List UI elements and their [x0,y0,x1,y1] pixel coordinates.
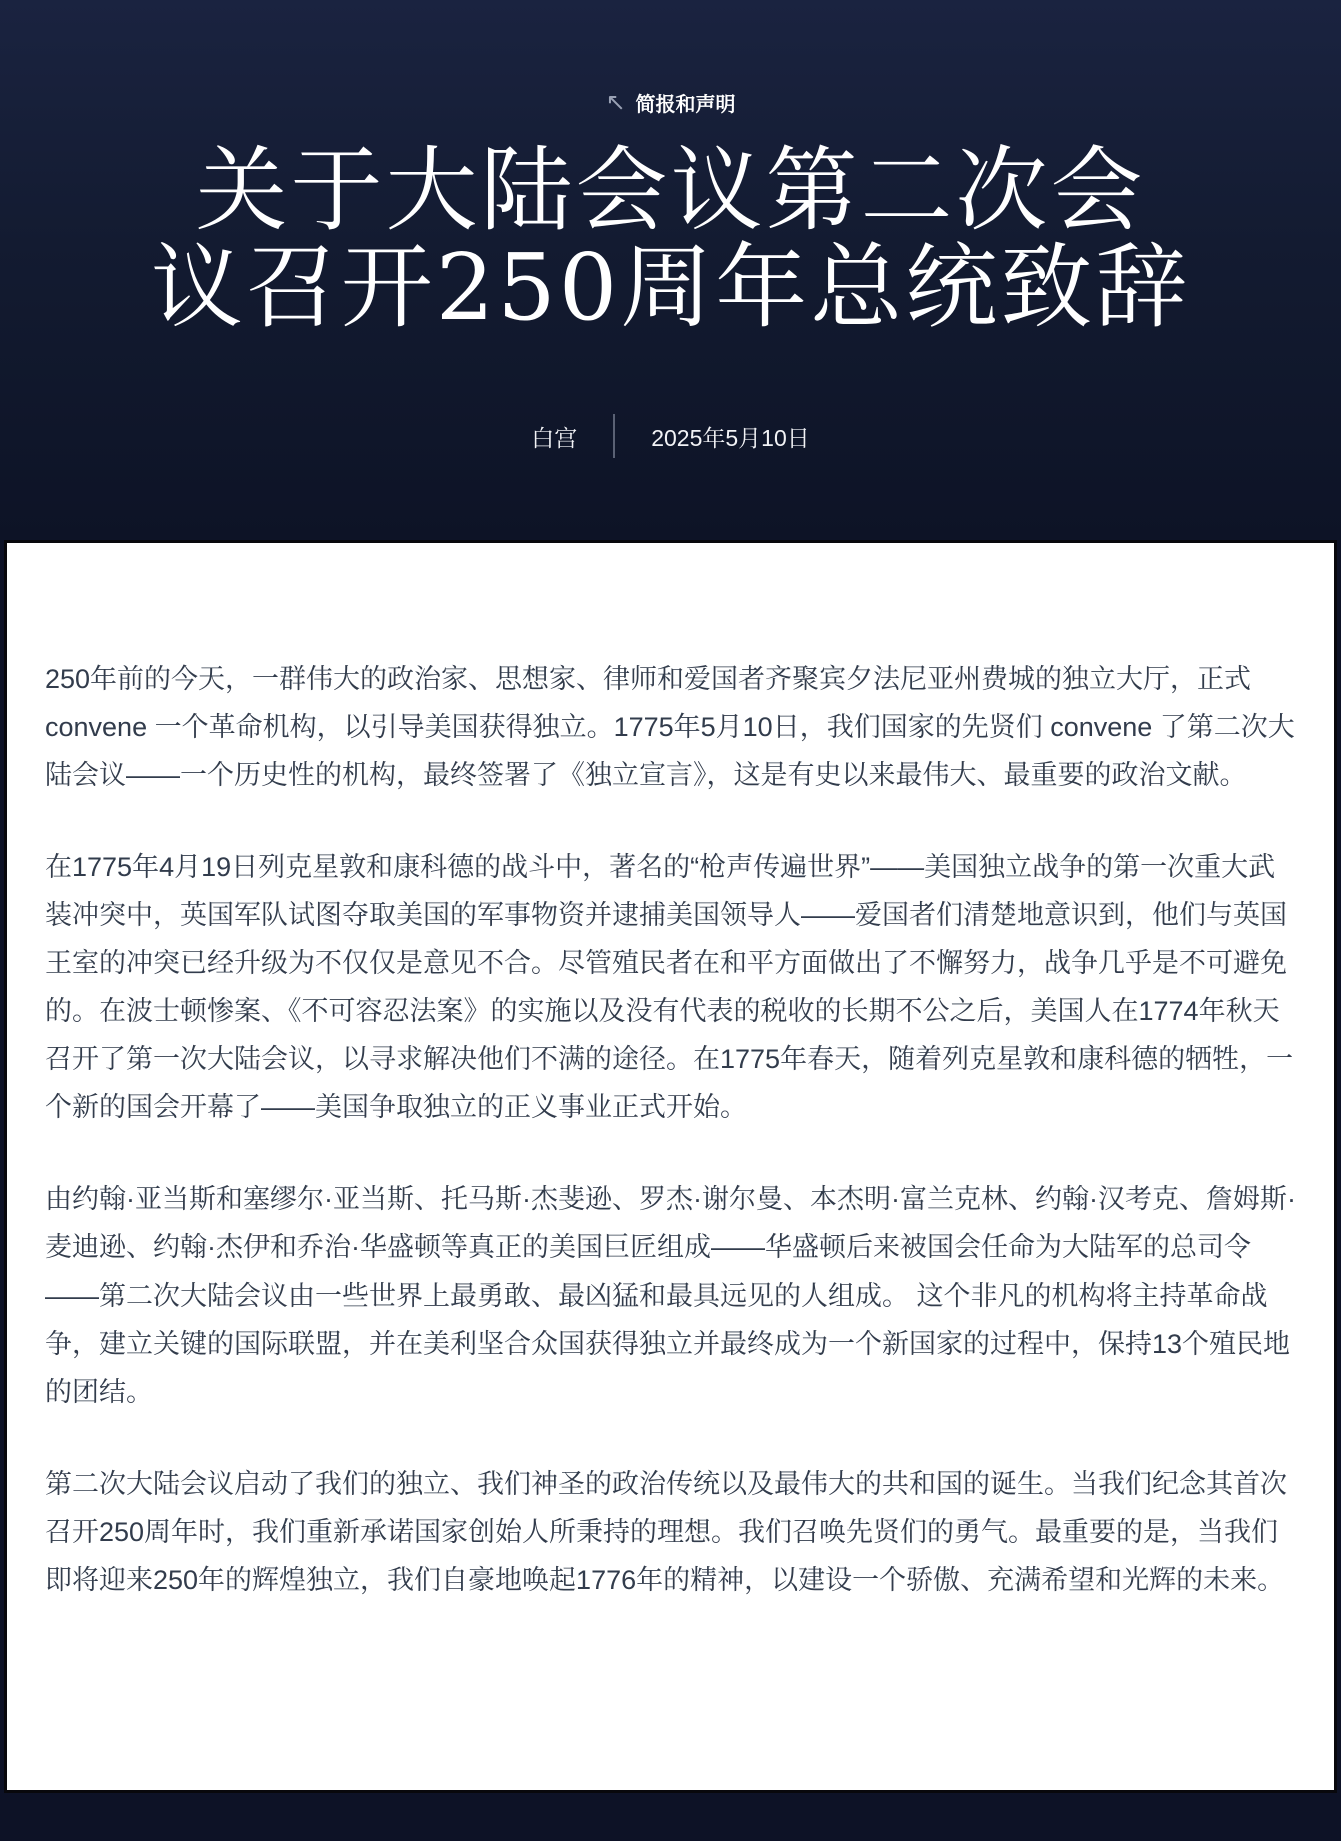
page-title-line-2: 议召开250周年总统致辞 [150,233,1191,341]
byline-divider [613,414,615,458]
category-link[interactable] [605,88,735,117]
paragraph-2: 在1775年4月19日列克星敦和康科德的战斗中，著名的“枪声传遍世界”——美国独立战争的第一次重大武装冲突中，英国军队试图夺取美国的军事物资并逮捕美国领导人——爱国者们清楚地意识到，他们与英国王室的冲突已经升级为不仅仅是意见不合。尽管殖民者在和平方面做出了不懈努力，战争几乎是不可避免的。在波士顿惨案、《不可容忍法案》的实施以及没有代表的税收的长期不公之后，美国人在1774年秋天召开了第一次大陆会议，以寻求解决他们不满的途径。在1775年春天，随着列克星敦和康科德的牺牲，一个新的国会开幕了——美国争取独立的正义事业正式开始。 [45,852,1294,1123]
paragraph-1: 250年前的今天，一群伟大的政治家、思想家、律师和爱国者齐聚宾夕法尼亚州费城的独立大厅，正式 convene 一个革命机构，以引导美国获得独立。1775年5月10日，我们国家的先贤们 convene 了第二次大陆会议——一个历史性的机构，最终签署了《独立宣言》，这是有史以来最伟大、最重要的政治文献。 [45,664,1295,791]
byline-source: 白宫 [531,424,578,451]
article-header [0,0,1341,540]
article-body [4,540,1337,1793]
arrow-up-left-icon: ↖ [605,88,626,116]
page-title [0,137,1341,341]
page-title-line-1: 关于大陆会议第二次会 [195,137,1146,244]
paragraph-4: 第二次大陆会议启动了我们的独立、我们神圣的政治传统以及最伟大的共和国的诞生。当我们纪念其首次召开250周年时，我们重新承诺国家创始人所秉持的理想。我们召唤先贤们的勇气。最重要的是，当我们即将迎来250年的辉煌独立，我们自豪地唤起1776年的精神，以建设一个骄傲、充满希望和光辉的未来。 [45,1468,1287,1595]
category-label: 简报和声明 [635,94,736,116]
byline [0,414,1341,458]
byline-date: 2025年5月10日 [651,424,810,451]
paragraph-3: 由约翰·亚当斯和塞缪尔·亚当斯、托马斯·杰斐逊、罗杰·谢尔曼、本杰明·富兰克林、约翰·汉考克、詹姆斯·麦迪逊、约翰·杰伊和乔治·华盛顿等真正的美国巨匠组成——华盛顿后来被国会任命为大陆军的总司令——第二次大陆会议由一些世界上最勇敢、最凶猛和最具远见的人组成。 这个非凡的机构将主持革命战争，建立关键的国际联盟，并在美利坚合众国获得独立并最终成为一个新国家的过程中，保持13个殖民地的团结。 [45,1184,1296,1407]
